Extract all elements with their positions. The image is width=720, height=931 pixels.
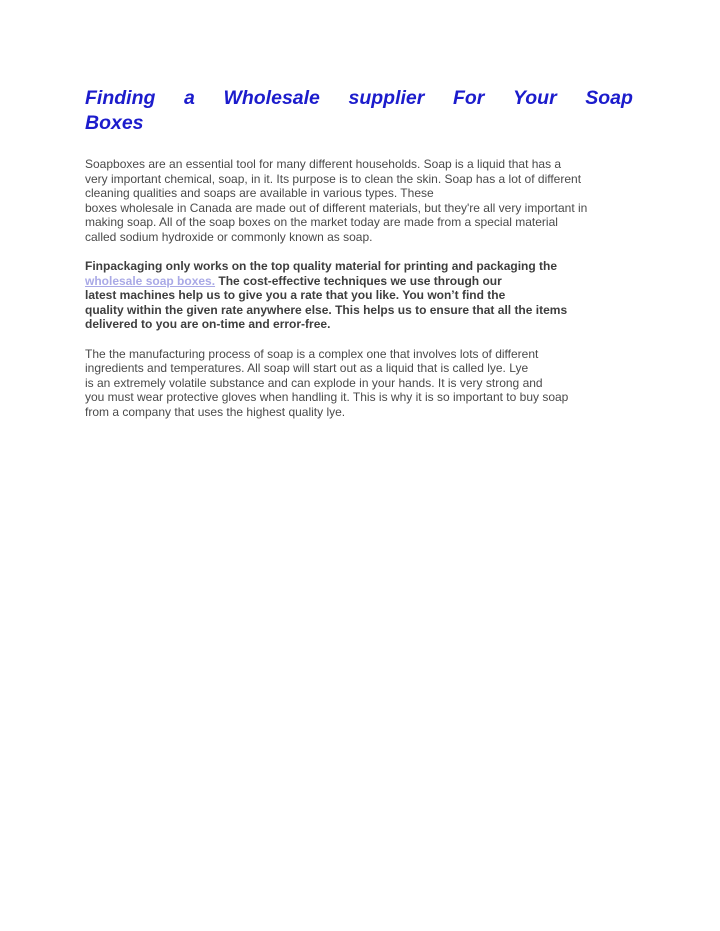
text-line: is an extremely volatile substance and can explode in your hands. It is very strong and xyxy=(85,375,543,390)
paragraph-finpackaging xyxy=(85,259,633,332)
title-word: Soap xyxy=(585,87,633,109)
text-line: very important chemical, soap, in it. Its purpose is to clean the skin. Soap has a lot of different xyxy=(85,171,582,186)
title-line-1 xyxy=(85,86,633,111)
title-word: a xyxy=(184,87,195,109)
title-word: Finding xyxy=(85,87,156,109)
text-line: making soap. All of the soap boxes on the market today are made from a special material xyxy=(85,215,558,229)
text-line: from a company that uses the highest quality lye. xyxy=(85,404,346,419)
text-line: latest machines help us to give you a rate that you like. You won’t find the xyxy=(85,288,506,302)
text-line: cleaning qualities and soaps are available in various types. These xyxy=(85,186,434,200)
text-line: called sodium hydroxide or commonly known as soap. xyxy=(85,229,373,244)
title-line-2 xyxy=(85,111,633,136)
text-line: Soapboxes are an essential tool for many different households. Soap is a liquid that has a xyxy=(85,157,562,171)
document-title xyxy=(85,86,633,136)
document-page xyxy=(85,86,633,419)
text-line: delivered to you are on-time and error-free. xyxy=(85,317,331,331)
text-line: The the manufacturing process of soap is a complex one that involves lots of different xyxy=(85,346,539,361)
paragraph-intro xyxy=(85,157,633,244)
title-word: For xyxy=(452,87,485,109)
title-word: supplier xyxy=(348,87,425,109)
paragraph-manufacturing xyxy=(85,347,633,420)
text-line: Finpackaging only works on the top quality material for printing and packaging the xyxy=(85,259,558,273)
wholesale-soap-boxes-link[interactable]: wholesale soap boxes. xyxy=(85,273,216,288)
text-line: boxes wholesale in Canada are made out of different materials, but they're all very important in xyxy=(85,200,588,215)
text-fragment: The cost-effective techniques we use through our xyxy=(215,273,502,288)
title-word: Boxes xyxy=(85,112,144,134)
title-word: Wholesale xyxy=(223,87,320,109)
text-line: ingredients and temperatures. All soap will start out as a liquid that is called lye. Lye xyxy=(85,361,529,375)
text-line: you must wear protective gloves when handling it. This is why it is so important to buy soap xyxy=(85,390,569,404)
title-word: Your xyxy=(512,87,557,109)
text-line-with-link xyxy=(85,274,633,289)
text-line: quality within the given rate anywhere else. This helps us to ensure that all the items xyxy=(85,302,568,317)
